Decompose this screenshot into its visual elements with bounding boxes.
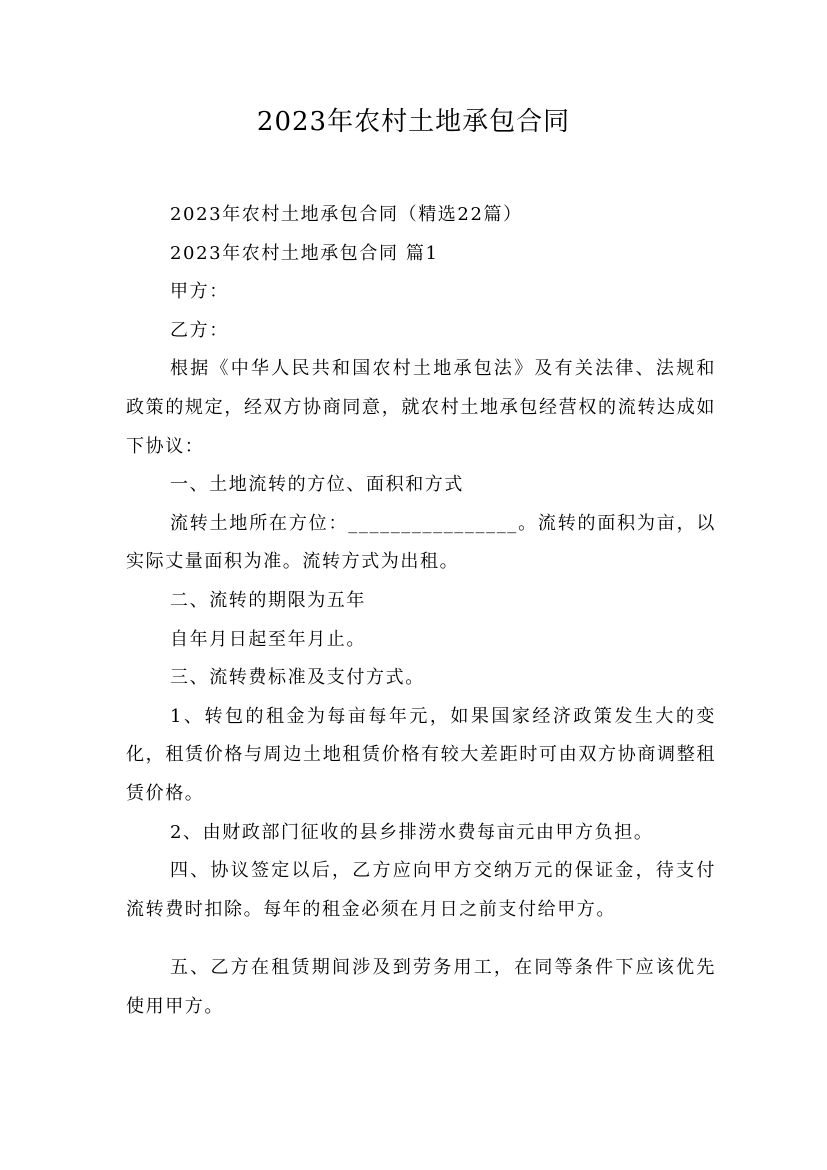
paragraph-party-b: 乙方： (170, 319, 229, 341)
paragraph-clause-3-heading: 三、流转费标准及支付方式。 (170, 667, 425, 689)
paragraph-subtitle: 2023年农村土地承包合同（精选22篇） (170, 204, 523, 225)
paragraph-clause-3-item-2: 2、由财政部门征收的县乡排涝水费每亩元由甲方负担。 (170, 821, 654, 843)
paragraph-section-heading: 2023年农村土地承包合同 篇1 (170, 242, 439, 264)
paragraph-clause-1-body: 流转土地所在方位：________________。流转的面积为亩，以实际丈量面积为准。流转方式为出租。 (126, 512, 716, 573)
paragraph-clause-3-item-1: 1、转包的租金为每亩每年元，如果国家经济政策发生大的变化，租赁价格与周边土地租赁价格有较大差距时可由双方协商调整租赁价格。 (126, 705, 716, 804)
paragraph-party-a: 甲方： (170, 281, 229, 303)
paragraph-clause-4: 四、协议签定以后，乙方应向甲方交纳万元的保证金，待支付流转费时扣除。每年的租金必须在月日之前支付给甲方。 (126, 860, 716, 920)
document-title: 2023年农村土地承包合同 (256, 107, 571, 137)
paragraph-clause-2-heading: 二、流转的期限为五年 (170, 589, 366, 611)
paragraph-preamble: 根据《中华人民共和国农村土地承包法》及有关法律、法规和政策的规定，经双方协商同意，就农村土地承包经营权的流转达成如下协议： (126, 358, 716, 457)
document-body (126, 196, 716, 1026)
paragraph-clause-2-body: 自年月日起至年月止。 (170, 628, 366, 650)
paragraph-clause-1-heading: 一、土地流转的方位、面积和方式 (170, 474, 464, 496)
paragraph-clause-5: 五、乙方在租赁期间涉及到劳务用工，在同等条件下应该优先使用甲方。 (126, 957, 716, 1017)
